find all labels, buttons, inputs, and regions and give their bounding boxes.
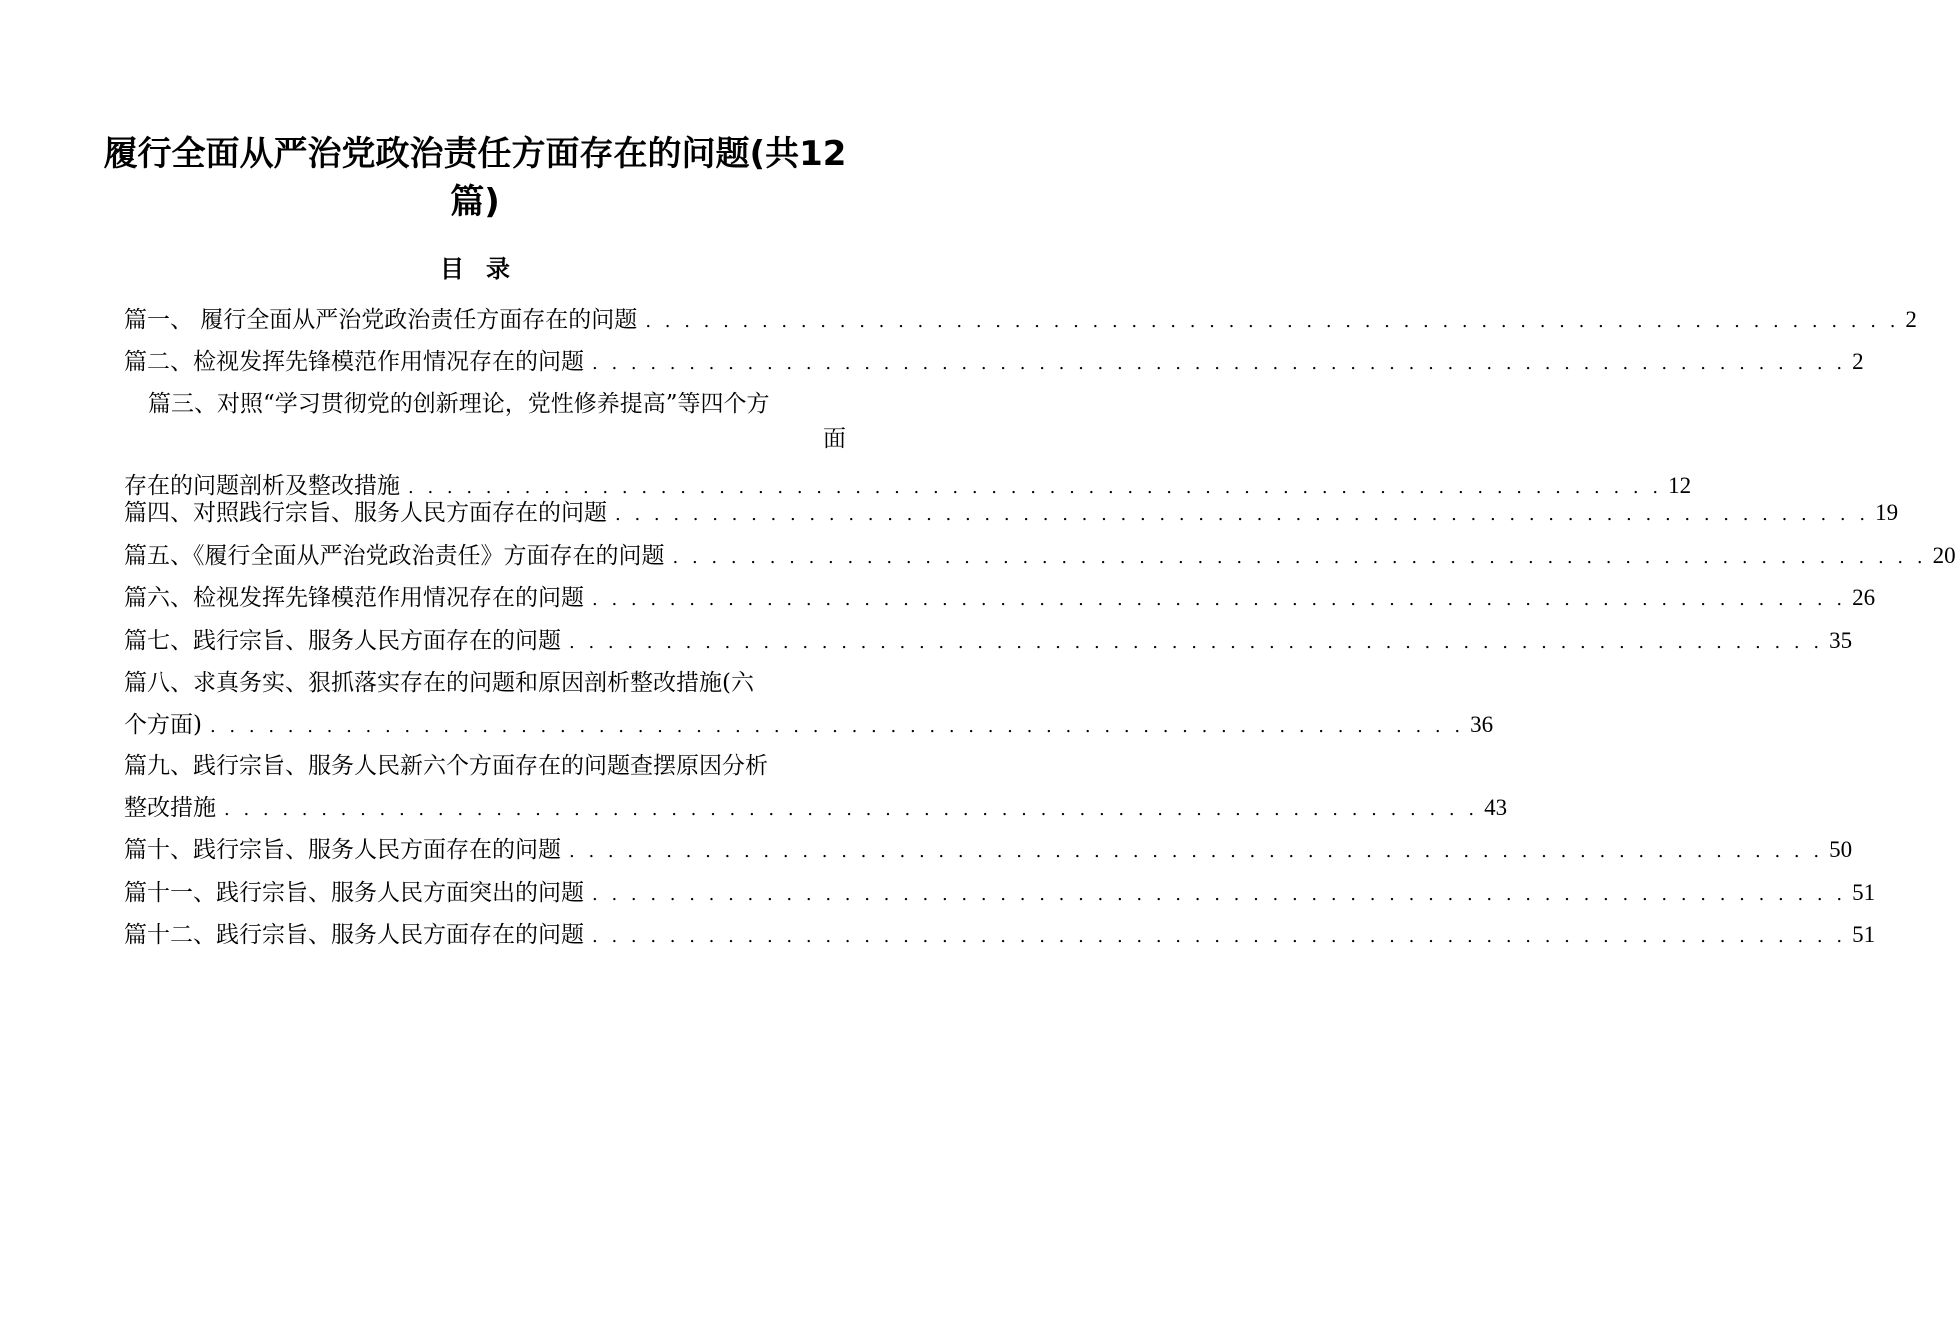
dot-leader: . . . . . . . . . . . . . . . . . . . . . . . . . . . . . . . . . . . . . . . . . . . . . . . . . . . . . . . . . . . . . . . . . bbox=[592, 884, 1847, 905]
toc-entry-page: 2 bbox=[1905, 307, 1917, 332]
toc-entry-label: 篇四、对照践行宗旨、服务人民方面存在的问题 bbox=[124, 500, 607, 526]
toc-entry[interactable] bbox=[124, 873, 1876, 913]
toc-entry[interactable] bbox=[124, 915, 1876, 955]
toc-entry-label: 篇六、检视发挥先锋模范作用情况存在的问题 bbox=[124, 585, 584, 611]
toc-entry[interactable] bbox=[124, 300, 1917, 340]
toc-entry[interactable] bbox=[124, 384, 1692, 506]
dot-leader: . . . . . . . . . . . . . . . . . . . . . . . . . . . . . . . . . . . . . . . . . . . . . . . . . . . . . . . . . . . . . . . . . bbox=[408, 477, 1663, 498]
toc-entry[interactable] bbox=[124, 578, 1876, 618]
toc-entry-label: 篇二、检视发挥先锋模范作用情况存在的问题 bbox=[124, 349, 584, 375]
dot-leader: . . . . . . . . . . . . . . . . . . . . . . . . . . . . . . . . . . . . . . . . . . . . . . . . . . . . . . . . . . . . . . . . . bbox=[569, 841, 1824, 862]
dot-leader: . . . . . . . . . . . . . . . . . . . . . . . . . . . . . . . . . . . . . . . . . . . . . . . . . . . . . . . . . . . . . . . . . bbox=[224, 799, 1479, 820]
toc-entry-page: 20 bbox=[1932, 543, 1956, 568]
table-of-contents bbox=[124, 0, 1956, 1344]
toc-entry[interactable] bbox=[124, 663, 1494, 745]
toc-entry[interactable] bbox=[124, 342, 1864, 382]
toc-entry[interactable] bbox=[124, 493, 1899, 533]
dot-leader: . . . . . . . . . . . . . . . . . . . . . . . . . . . . . . . . . . . . . . . . . . . . . . . . . . . . . . . . . . . . . . . . . bbox=[592, 926, 1847, 947]
dot-leader: . . . . . . . . . . . . . . . . . . . . . . . . . . . . . . . . . . . . . . . . . . . . . . . . . . . . . . . . . . . . . . . . . bbox=[209, 716, 1465, 737]
toc-heading: 目录 bbox=[440, 255, 532, 283]
toc-entry-label: 篇十一、践行宗旨、服务人民方面突出的问题 bbox=[124, 880, 584, 906]
toc-entry-label-line1: 篇八、求真务实、狠抓落实存在的问题和原因剖析整改措施(六 bbox=[124, 670, 754, 696]
toc-entry-label-line1-tail: 面 bbox=[823, 426, 846, 452]
dot-leader: . . . . . . . . . . . . . . . . . . . . . . . . . . . . . . . . . . . . . . . . . . . . . . . . . . . . . . . . . . . . . . . . . bbox=[615, 504, 1870, 525]
toc-entry-page: 36 bbox=[1470, 712, 1494, 737]
toc-entry[interactable] bbox=[124, 830, 1853, 870]
toc-entry-page: 51 bbox=[1852, 922, 1876, 947]
dot-leader: . . . . . . . . . . . . . . . . . . . . . . . . . . . . . . . . . . . . . . . . . . . . . . . . . . . . . . . . . . . . . . . . . bbox=[592, 353, 1847, 374]
toc-entry-label: 篇一、 履行全面从严治党政治责任方面存在的问题 bbox=[124, 307, 638, 333]
toc-entry-label: 存在的问题剖析及整改措施 bbox=[124, 473, 400, 499]
toc-entry-page: 12 bbox=[1668, 473, 1692, 498]
toc-entry-label: 个方面) bbox=[124, 712, 202, 738]
toc-entry-page: 26 bbox=[1852, 585, 1876, 610]
dot-leader: . . . . . . . . . . . . . . . . . . . . . . . . . . . . . . . . . . . . . . . . . . . . . . . . . . . . . . . . . . . . . . . . . bbox=[569, 632, 1824, 653]
toc-entry-page: 51 bbox=[1852, 880, 1876, 905]
toc-entry-label-line1: 篇三、对照“学习贯彻党的创新理论，党性修养提高”等四个方 bbox=[148, 391, 770, 417]
toc-entry-page: 35 bbox=[1829, 628, 1853, 653]
toc-entry-label: 篇十、践行宗旨、服务人民方面存在的问题 bbox=[124, 837, 561, 863]
toc-entry-label: 整改措施 bbox=[124, 795, 216, 821]
dot-leader: . . . . . . . . . . . . . . . . . . . . . . . . . . . . . . . . . . . . . . . . . . . . . . . . . . . . . . . . . . . . . . . . . bbox=[645, 311, 1900, 332]
toc-entry-label: 篇五、《履行全面从严治党政治责任》方面存在的问题 bbox=[124, 543, 665, 569]
toc-entry-label: 篇十二、践行宗旨、服务人民方面存在的问题 bbox=[124, 922, 584, 948]
toc-entry[interactable] bbox=[124, 536, 1956, 576]
dot-leader: . . . . . . . . . . . . . . . . . . . . . . . . . . . . . . . . . . . . . . . . . . . . . . . . . . . . . . . . . . . . . . . . . bbox=[592, 589, 1847, 610]
toc-entry-label: 篇七、践行宗旨、服务人民方面存在的问题 bbox=[124, 628, 561, 654]
toc-entry[interactable] bbox=[124, 746, 1508, 828]
toc-entry-page: 19 bbox=[1875, 500, 1899, 525]
toc-entry-label-line1: 篇九、践行宗旨、服务人民新六个方面存在的问题查摆原因分析 bbox=[124, 753, 768, 779]
toc-entry-page: 43 bbox=[1484, 795, 1508, 820]
toc-entry-page: 2 bbox=[1852, 349, 1864, 374]
toc-entry[interactable] bbox=[124, 621, 1853, 661]
document-title: 履行全面从严治党政治责任方面存在的问题(共12篇) bbox=[103, 134, 847, 222]
toc-entry-page: 50 bbox=[1829, 837, 1853, 862]
dot-leader: . . . . . . . . . . . . . . . . . . . . . . . . . . . . . . . . . . . . . . . . . . . . . . . . . . . . . . . . . . . . . . . . . bbox=[672, 547, 1927, 568]
